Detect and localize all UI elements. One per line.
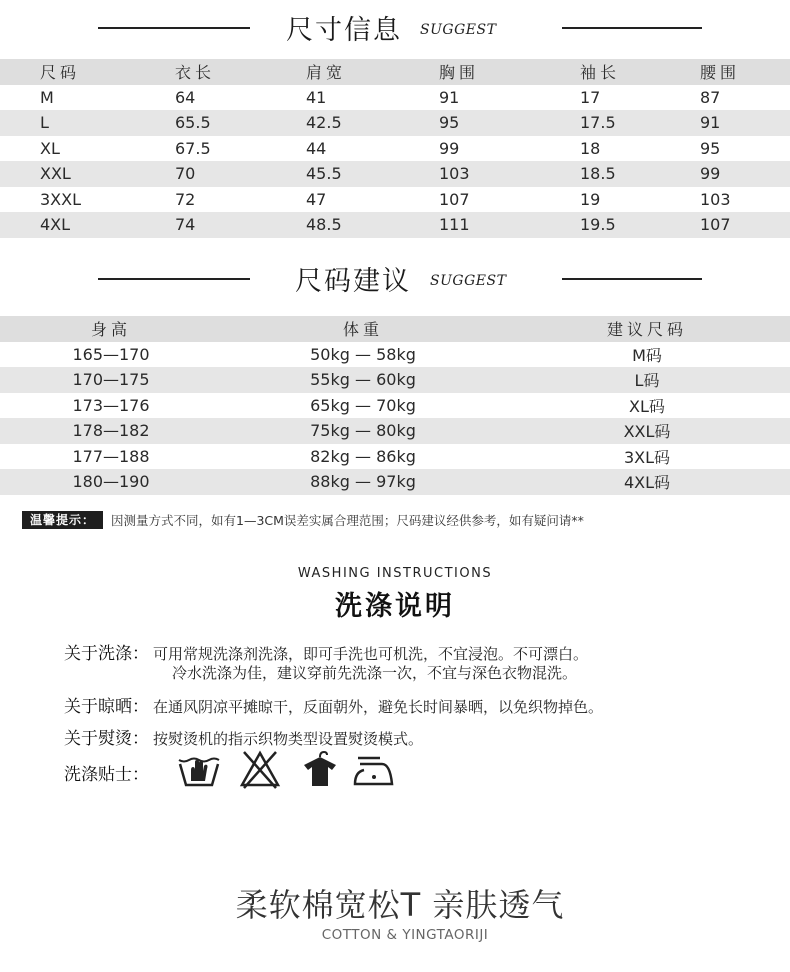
table-cell: 50kg — 58kg — [310, 344, 416, 364]
table-cell: 18 — [580, 138, 601, 158]
table-cell: XXL码 — [623, 422, 671, 442]
table-cell: 111 — [439, 215, 470, 235]
header-cell: 建议尺码 — [606, 320, 687, 340]
table-cell: 103 — [439, 164, 470, 184]
table-cell: 91 — [700, 113, 721, 133]
instruction-ironing — [64, 724, 423, 749]
instruction-text: 可用常规洗涤剂洗涤，即可手洗也可机洗，不宜浸泡。不可漂白。 — [153, 645, 589, 663]
table-cell: 180—190 — [72, 472, 150, 492]
table-cell: 95 — [439, 113, 460, 133]
table-cell: 103 — [700, 189, 731, 209]
table-cell: 3XXL — [40, 189, 82, 209]
table-cell: 75kg — 80kg — [310, 421, 416, 441]
header-cell: 身高 — [90, 320, 131, 340]
tip-badge: 温馨提示： — [22, 511, 103, 529]
table-cell: L — [40, 113, 49, 133]
table-cell: 173—176 — [72, 395, 150, 415]
advice-section-title: 尺码建议 — [295, 266, 411, 297]
instruction-label: 关于熨烫： — [64, 729, 149, 749]
table-cell: 18.5 — [580, 164, 616, 184]
size-section-header — [0, 6, 790, 50]
size-table-header — [0, 59, 790, 85]
table-cell: 67.5 — [175, 138, 211, 158]
table-row — [0, 393, 790, 419]
table-cell: 64 — [175, 87, 196, 107]
table-row — [0, 110, 790, 136]
table-cell: M码 — [632, 345, 662, 365]
table-row — [0, 367, 790, 393]
table-cell: 4XL码 — [623, 473, 671, 493]
size-table — [0, 59, 790, 238]
table-row — [0, 85, 790, 111]
advice-section-header — [0, 257, 790, 301]
table-cell: 48.5 — [306, 215, 342, 235]
table-cell: 91 — [439, 87, 460, 107]
table-cell: 99 — [439, 138, 460, 158]
divider-left — [98, 27, 250, 29]
table-cell: 72 — [175, 189, 196, 209]
header-cell: 腰围 — [700, 63, 741, 83]
table-cell: 45.5 — [306, 164, 342, 184]
divider-left — [98, 278, 250, 280]
table-cell: 87 — [700, 87, 721, 107]
table-cell: 47 — [306, 189, 327, 209]
instruction-label: 关于洗涤： — [64, 644, 149, 664]
table-cell: 17.5 — [580, 113, 616, 133]
table-cell: 178—182 — [72, 421, 150, 441]
instruction-text: 按熨烫机的指示织物类型设置熨烫模式。 — [153, 730, 424, 748]
table-cell: 42.5 — [306, 113, 342, 133]
header-cell: 袖长 — [580, 63, 621, 83]
hang-dry-icon — [300, 748, 340, 790]
footer-slogan-en: COTTON & YINGTAORIJI — [321, 927, 489, 943]
header-cell: 肩宽 — [306, 63, 347, 83]
advice-table-header — [0, 316, 790, 342]
size-section-title: 尺寸信息 — [286, 15, 402, 46]
iron-low-icon — [352, 748, 396, 790]
table-cell: 95 — [700, 138, 721, 158]
instruction-label: 关于晾晒： — [64, 697, 149, 717]
washing-title-cn: 洗涤说明 — [335, 591, 455, 622]
footer-slogan: 柔软棉宽松T 亲肤透气 — [235, 886, 565, 924]
table-cell: 65kg — 70kg — [310, 395, 416, 415]
table-row — [0, 342, 790, 368]
table-cell: 3XL码 — [623, 447, 671, 467]
table-cell: 177—188 — [72, 446, 150, 466]
instruction-drying — [64, 692, 603, 717]
table-cell: 74 — [175, 215, 196, 235]
table-cell: 88kg — 97kg — [310, 472, 416, 492]
washing-title-en: WASHING INSTRUCTIONS — [297, 566, 493, 581]
care-tips-label: 洗涤贴士： — [64, 765, 149, 785]
table-cell: 55kg — 60kg — [310, 370, 416, 390]
hand-wash-icon — [176, 748, 222, 790]
header-cell: 胸围 — [439, 63, 480, 83]
table-cell: 4XL — [40, 215, 71, 235]
table-cell: 165—170 — [72, 344, 150, 364]
table-cell: 107 — [439, 189, 470, 209]
table-cell: L码 — [634, 371, 660, 391]
divider-right — [562, 27, 702, 29]
advice-table — [0, 316, 790, 495]
header-cell: 衣长 — [175, 63, 216, 83]
table-row — [0, 418, 790, 444]
tip-bar — [22, 511, 584, 529]
table-row — [0, 212, 790, 238]
table-cell: 17 — [580, 87, 601, 107]
table-cell: 41 — [306, 87, 327, 107]
table-cell: 44 — [306, 138, 327, 158]
table-row — [0, 444, 790, 470]
instruction-washing — [64, 639, 588, 664]
table-row — [0, 469, 790, 495]
table-row — [0, 187, 790, 213]
table-row — [0, 161, 790, 187]
advice-section-subtitle: SUGGEST — [430, 273, 507, 289]
table-cell: 99 — [700, 164, 721, 184]
size-section-subtitle: SUGGEST — [420, 22, 497, 38]
header-cell: 尺码 — [40, 63, 81, 83]
table-cell: 170—175 — [72, 370, 150, 390]
instruction-text: 在通风阴凉平摊晾干，反面朝外，避免长时间暴晒，以免织物掉色。 — [153, 698, 604, 716]
no-bleach-icon — [238, 748, 282, 790]
table-cell: XL — [40, 138, 60, 158]
table-cell: 70 — [175, 164, 196, 184]
table-cell: XXL — [40, 164, 71, 184]
instruction-text: 冷水洗涤为佳，建议穿前先洗涤一次，不宜与深色衣物混洗。 — [172, 664, 578, 682]
table-cell: 82kg — 86kg — [310, 446, 416, 466]
table-cell: XL码 — [629, 396, 665, 416]
table-cell: 19.5 — [580, 215, 616, 235]
table-cell: M — [40, 87, 54, 107]
table-row — [0, 136, 790, 162]
table-cell: 19 — [580, 189, 601, 209]
instruction-washing-line2 — [172, 662, 577, 683]
divider-right — [562, 278, 702, 280]
table-cell: 65.5 — [175, 113, 211, 133]
header-cell: 体重 — [342, 320, 383, 340]
table-cell: 107 — [700, 215, 731, 235]
tip-text: 因测量方式不同，如有1—3CM误差实属合理范围；尺码建议经供参考，如有疑问请** — [111, 513, 584, 528]
